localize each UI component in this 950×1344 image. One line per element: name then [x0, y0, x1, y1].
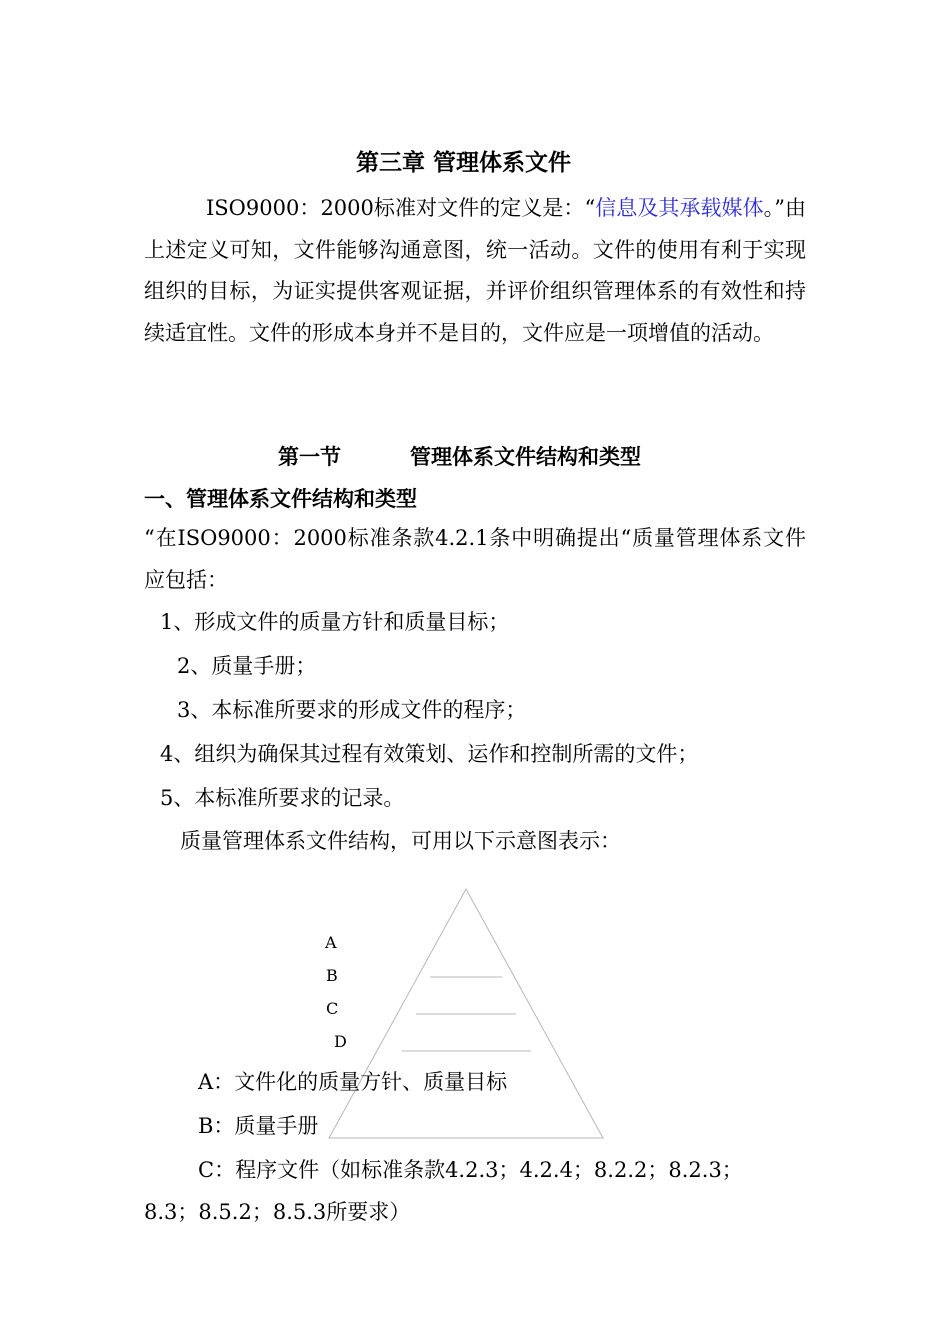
list-item: 5、本标准所要求的记录。 [160, 786, 405, 810]
intro-text-part1: ISO9000：2000标准对文件的定义是：“ [206, 196, 596, 220]
legend-item-c-line2: 8.3；8.5.2；8.5.3所要求） [144, 1200, 411, 1224]
list-item: 1、形成文件的质量方针和质量目标； [160, 610, 510, 634]
pyramid-label-c: C [326, 999, 339, 1018]
list-item: 3、本标准所要求的形成文件的程序； [177, 698, 527, 722]
legend-item-b: B：质量手册 [198, 1114, 319, 1138]
section-title: 管理体系文件结构和类型 [410, 444, 641, 469]
intro-text-part2: 。”由上述定义可知，文件能够沟通意图，统一活动。文件的使用有利于实现组织的目标，为证实提供客观证据，并评价组织管理体系的有效性和持续适宜性。文件的形成本身并不是目的，文件应是一项增值的活动。 [144, 196, 806, 345]
subsection-title: 一、管理体系文件结构和类型 [144, 486, 417, 511]
clause-paragraph: “在ISO9000：2000标准条款4.2.1条中明确提出“质量管理体系文件应包括： [144, 526, 806, 592]
legend-item-c [144, 1149, 806, 1233]
diagram-intro: 质量管理体系文件结构，可用以下示意图表示： [180, 829, 621, 853]
chapter-title: 第三章 管理体系文件 [356, 149, 572, 176]
section-number: 第一节 [278, 444, 341, 469]
pyramid-label-b: B [326, 966, 338, 985]
pyramid-label-a: A [325, 933, 337, 952]
legend-item-a: A：文件化的质量方针、质量目标 [198, 1070, 508, 1094]
legend-item-c-line1: C：程序文件（如标准条款4.2.3；4.2.4；8.2.2；8.2.3； [198, 1158, 743, 1182]
definition-link[interactable]: 信息及其承载媒体 [595, 196, 764, 220]
list-item: 2、质量手册； [177, 654, 317, 678]
pyramid-label-d: D [334, 1032, 347, 1051]
list-item: 4、组织为确保其过程有效策划、运作和控制所需的文件； [160, 742, 699, 766]
